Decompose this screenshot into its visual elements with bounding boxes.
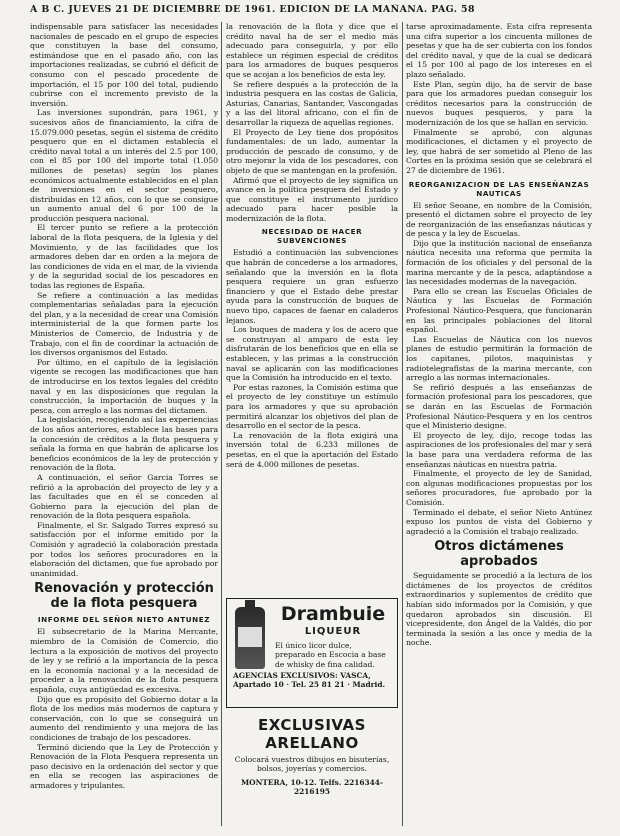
article-paragraph: El subsecretario de la Marina Mercante, miembro de la Comisión de Comercio, dio lectura a la exposición de motivos del proyecto de ley y se refirió a la importancia de la pesca en la economía nacional y a la necesidad de proceder a la renovación de la flota pesquera española, cuya antigüedad es excesiva. xyxy=(30,627,218,694)
column-1 xyxy=(30,22,218,830)
article-paragraph: La renovación de la flota exigirá una inversión total de 6.233 millones de pesetas, en el que la aportación del Estado será de 4.000 millones de pesetas. xyxy=(226,430,398,469)
article-paragraph: Seguidamente se procedió a la lectura de los dictámenes de los proyectos de créditos extraordinarios y suplementos de crédito que habían sido informados por la Comisión, y que quedaron aprobados sin discusión. El vicepresidente, don Ángel de la Valdés, dio por terminada la sesión a las once y media de la noche. xyxy=(406,571,592,648)
article-paragraph: indispensable para satisfacer las necesidades nacionales de pescado en el grupo de especies que constituyen la base del consumo, estimándose que en el pasado año, con las importaciones realizadas, se cubrió el déficit de consumo con el pescado procedente de importación, el 15 por 100 del total, pudiendo cubrirse con el incremento previsto de la inversión. xyxy=(30,22,218,108)
ad-contact: AGENCIAS EXCLUSIVOS: VASCA, Apartado 10 · Tel. 25 81 21 · Madrid. xyxy=(233,671,386,689)
section-subtitle: INFORME DEL SEÑOR NIETO ANTUNEZ xyxy=(37,615,211,625)
ad-title: EXCLUSIVAS ARELLANO xyxy=(258,716,366,752)
column-rule xyxy=(221,22,222,826)
article-paragraph: Finalmente, el proyecto de ley de Sanidad, con algunas modificaciones propuestas por los señores procuradores, fue aprobado por la Comisión. xyxy=(406,469,592,507)
article-paragraph: Se refiere a continuación a las medidas complementarias señaladas para la ejecución del plan, y a la necesidad de crear una Comisión interministerial de la que formen parte los Ministerios de Comercio, de Industria y de Trabajo, con el fin de coordinar la actuación de los diversos organismos del Estado. xyxy=(30,290,218,358)
column-2 xyxy=(226,22,398,830)
article-paragraph: Por estas razones, la Comisión estima que el proyecto de ley constituye un estímulo para los armadores y que su aprobación permitirá alcanzar los objetivos del plan de desarrollo en el sector de la pesca. xyxy=(226,382,398,431)
article-paragraph: Estudió a continuación las subvenciones que habrán de concederse a los armadores, señalando que la inversión en la flota pesquera requiere un gran esfuerzo financiero y que el Estado debe prestar ayuda para la construcción de buques de nuevo tipo, capaces de faenar en caladeros lejanos. xyxy=(226,248,398,325)
article-paragraph: Afirmó que el proyecto de ley significa un avance en la política pesquera del Estado y que constituye el instrumento jurídico adecuado para hacer posible la modernización de la flota. xyxy=(226,175,398,223)
article-paragraph: Dijo que la institución nacional de enseñanza náutica necesita una reforma que permita la formación de los oficiales y del personal de la marina mercante y de la pesca, adaptándose a las necesidades modernas de la navegación. xyxy=(406,238,592,287)
article-paragraph: la renovación de la flota y dice que el crédito naval ha de ser el medio más adecuado para conseguirla, y por ello establece un régimen especial de créditos para los armadores de buques pesqueros que se acojan a los beneficios de esta ley. xyxy=(226,22,398,79)
article-paragraph: El Proyecto de Ley tiene dos propósitos fundamentales: de un lado, aumentar la producción de pescado de consumo, y de otro mejorar la vida de los pescadores, con objeto de que se mantengan en la profesión. xyxy=(226,127,398,175)
article-paragraph: Finalmente se aprobó, con algunas modificaciones, el dictamen y el proyecto de ley, que habrá de ser sometido al Pleno de las Cortes en la próxima sesión que se celebrará el 27 de diciembre de 1961. xyxy=(406,127,592,175)
ad-contact: MONTERA, 10-12. Telfs. 2216344-2216195 xyxy=(240,777,384,796)
article-paragraph: Se refirió después a las enseñanzas de formación profesional para los pescadores, que se darán en las Escuelas de Formación Profesional Náutico-Pesquera y en los centros que el Ministerio designe. xyxy=(406,382,592,431)
column-3 xyxy=(406,22,592,830)
article-paragraph: Por último, en el capítulo de la legislación vigente se recogen las modificaciones que han de introducirse en los textos legales del crédito naval y en las disposiciones que regulan la construcción, la importación de buques y la pesca, con arreglo a las normas del dictamen. xyxy=(30,357,218,415)
section-subtitle: REORGANIZACION DE LAS ENSEÑANZAS NAUTICAS xyxy=(408,179,590,198)
article-paragraph: Finalmente, el Sr. Salgado Torres expresó su satisfacción por el informe emitido por la Comisión y agradeció la colaboración prestada por todos los señores procuradores en la elaboración del dictamen, que fue aprobado por unanimidad. xyxy=(30,520,218,578)
article-paragraph: Terminó diciendo que la Ley de Protección y Renovación de la Flota Pesquera representa un paso decisivo en la ordenación del sector y que en ella se recogen las aspiraciones de armadores y tripulantes. xyxy=(30,742,218,790)
ad-tagline: El único licor dulce, preparado en Escocia a base de whisky de fina calidad. xyxy=(275,641,386,669)
exclusivas-advertisement xyxy=(226,712,398,830)
article-paragraph: El proyecto de ley, dijo, recoge todas las aspiraciones de los profesionales del mar y será la base para una verdadera reforma de las enseñanzas náuticas en nuestra patria. xyxy=(406,430,592,469)
article-paragraph: Terminado el debate, el señor Nieto Antúnez expuso los puntos de vista del Gobierno y agradeció a la Comisión el trabajo realizado. xyxy=(406,507,592,536)
article-paragraph: El tercer punto se refiere a la protección laboral de la flota pesquera, de la Iglesia y del Movimiento, y de las facilidades que los armadores deben dar en orden a la mejora de las condiciones de vida en el mar, de la vivienda y de la seguridad social de los pescadores en todas las regiones de España. xyxy=(30,223,218,291)
article-paragraph: Las Escuelas de Náutica con los nuevos planes de estudio permitirán la formación de los capitanes, pilotos, maquinistas y radiotelegrafistas de la marina mercante, con arreglo a las normas internacionales. xyxy=(406,334,592,383)
ad-brand-subtitle: LIQUEUR xyxy=(304,626,362,637)
article-paragraph: tarse aproximadamente. Esta cifra representa una cifra superior a los cincuenta millones de pesetas y que ha de ser cubierta con los fondos del crédito naval, y que de la cual se dedicará el 15 por 100 al pago de los intereses en el plazo señalado. xyxy=(406,22,592,79)
drambuie-advertisement xyxy=(226,598,398,708)
article-paragraph: La legislación, recogiendo así las experiencias de los años anteriores, establece las bases para la concesión de créditos a la flota pesquera y señala la forma en que habrán de aplicarse los beneficios económicos de la ley de protección y renovación de la flota. xyxy=(30,415,218,473)
article-paragraph: A continuación, el señor Garcia Torres se refirió a la aprobación del proyecto de ley y a las facultades que en él se conceden al Gobierno para la ejecución del plan de renovación de la flota pesquera española. xyxy=(30,472,218,521)
page-header: A B C. JUEVES 21 DE DICIEMBRE DE 1961. EDICION DE LA MAÑANA. PAG. 58 xyxy=(30,4,475,15)
ad-brand: Drambuie xyxy=(280,603,386,625)
article-paragraph: El señor Seoane, en nombre de la Comisión, presentó el dictamen sobre el proyecto de ley de reorganización de las enseñanzas náuticas y de pesca y la ley de Escuelas. xyxy=(406,200,592,239)
article-paragraph: Este Plan, según dijo, ha de servir de base para que los armadores puedan conseguir los créditos necesarios para la construcción de nuevos buques pesqueros, y para la modernización de los que se hallan en servicio. xyxy=(406,79,592,127)
ad-tagline: Colocará vuestros dibujos en bisuterías, bolsos, joyerías y comercios. xyxy=(234,755,390,774)
article-paragraph: Los buques de madera y los de acero que se construyan al amparo de esta ley disfrutarán de los beneficios que en ella se establecen, y las primas a la construcción naval se aplicarán con las modificaciones que la Comisión ha introducido en el texto. xyxy=(226,325,398,383)
article-paragraph: Se refiere después a la protección de la industria pesquera en las costas de Galicia, Asturias, Canarias, Santander, Vascongadas y a las del litoral africano, con el fin de desarrollar la riqueza de aquellas regiones. xyxy=(226,79,398,127)
article-paragraph: Dijo que es propósito del Gobierno dotar a la flota de los medios más modernos de captura y conservación, con lo que se conseguirá un aumento del rendimiento y una mejora de las condiciones de trabajo de los pescadores. xyxy=(30,694,218,742)
section-title: Otros dictámenes aprobados xyxy=(434,539,564,570)
liqueur-bottle-icon xyxy=(235,607,265,669)
article-paragraph: Las inversiones supondrán, para 1961, y sucesivos años de financiamiento, la cifra de 15.079.000 pesetas, según el sistema de crédito pesquero que en el dictamen establecía el crédito naval total a un interés del 2.5 por 100, con el 85 por 100 del importe total (1.050 millones de pesetas) según los planes económicos actualmente establecidos en el plan de inversiones en el sector pesquero, distribuidas en 12 años, con lo que se consigue un aumento anual del 6 por 100 de la producción pesquera nacional. xyxy=(30,108,218,223)
section-subtitle: NECESIDAD DE HACER SUBVENCIONES xyxy=(261,227,363,246)
column-rule xyxy=(402,22,403,826)
article-paragraph: Para ello se crean las Escuelas Oficiales de Náutica y las Escuelas de Formación Profesional Náutico-Pesquera, que funcionarán en las principales poblaciones del litoral español. xyxy=(406,286,592,335)
section-title: Renovación y protección de la flota pesquera xyxy=(34,581,214,612)
